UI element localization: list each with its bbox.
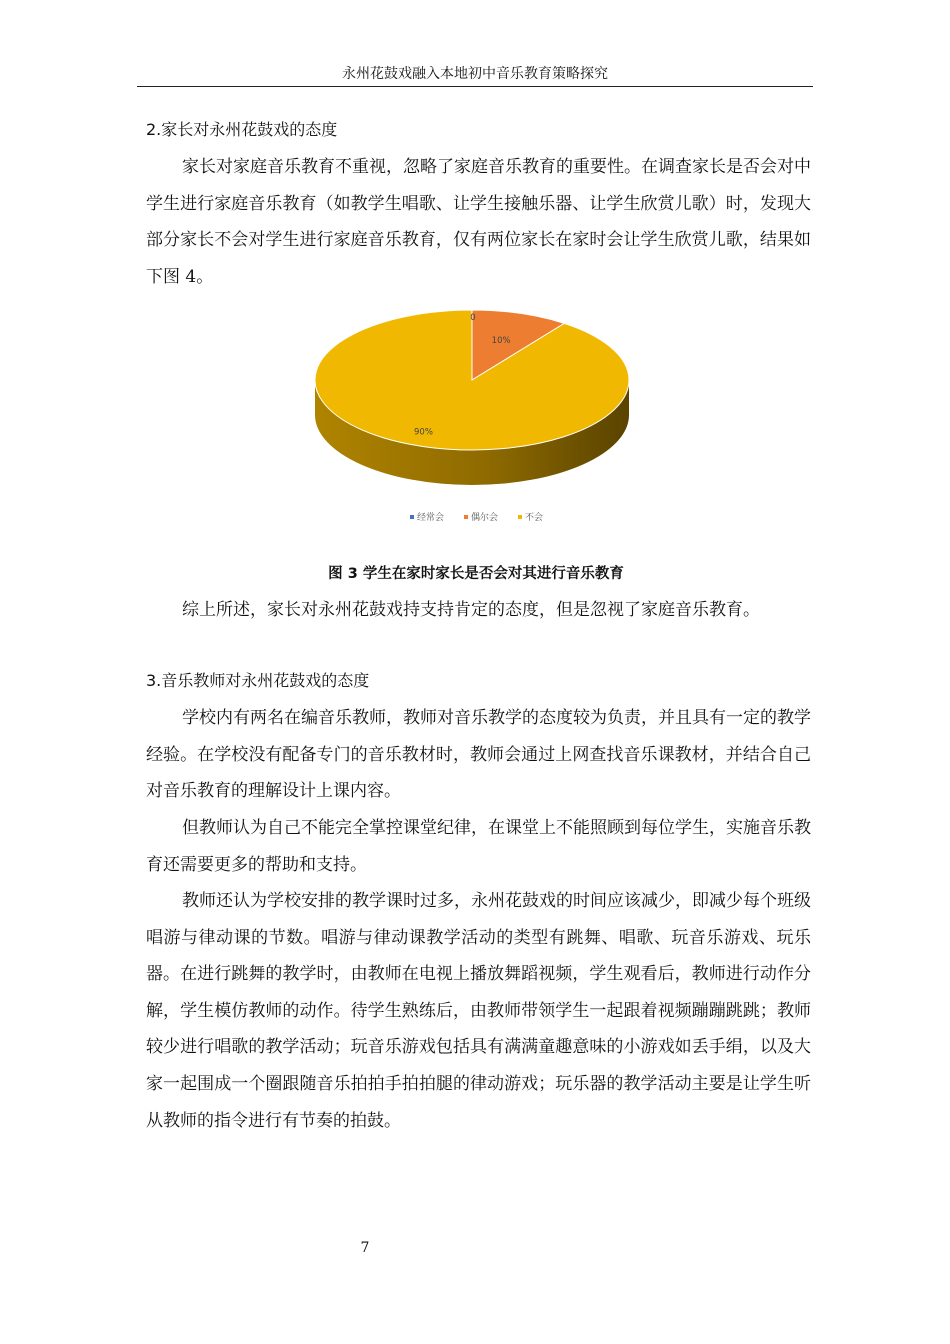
chart-legend (410, 511, 543, 523)
slice-data-label-2: 10% (491, 336, 511, 347)
legend-label-3: 不会 (525, 513, 544, 523)
summary-paragraph: 综上所述，家长对永州花鼓戏持支持肯定的态度，但是忽视了家庭音乐教育。 (182, 600, 760, 620)
legend-swatch-2 (464, 515, 468, 519)
legend-label-1: 经常会 (417, 513, 445, 523)
section-3-heading: 3.音乐教师对永州花鼓戏的态度 (146, 671, 370, 690)
pie-slice-3 (315, 310, 629, 450)
page-number: 7 (360, 1240, 370, 1256)
legend-swatch-1 (410, 515, 414, 519)
section-3-paragraph-1: 学校内有两名在编音乐教师，教师对音乐教学的态度较为负责，并且具有一定的教学经验。在学校没有配备专门的音乐教材时，教师会通过上网查找音乐课教材，并结合自己对音乐教育的理解设计上课内容。 (146, 708, 811, 802)
legend-label-2: 偶尔会 (471, 513, 499, 523)
section-3-paragraph-3: 教师还认为学校安排的教学课时过多，永州花鼓戏的时间应该减少，即减少每个班级唱游与律动课的节数。唱游与律动课教学活动的类型有跳舞、唱歌、玩音乐游戏、玩乐器。在进行跳舞的教学时，由教师在电视上播放舞蹈视频，学生观看后，教师进行动作分解，学生模仿教师的动作。待学生熟练后，由教师带领学生一起跟着视频蹦蹦跳跳；教师较少进行唱歌的教学活动；玩音乐游戏包括具有满满童趣意味的小游戏如丢手绢，以及大家一起围成一个圈跟随音乐拍拍手拍拍腿的律动游戏；玩乐器的教学活动主要是让学生听从教师的指令进行有节奏的拍鼓。 (146, 891, 811, 1131)
running-header: 永州花鼓戏融入本地初中音乐教育策略探究 (137, 62, 813, 87)
legend-swatch-3 (518, 515, 522, 519)
figure-caption: 图 3 学生在家时家长是否会对其进行音乐教育 (328, 566, 624, 582)
section-2-heading: 2.家长对永州花鼓戏的态度 (146, 120, 338, 139)
slice-data-label-1: 0 (470, 312, 476, 323)
section-3-paragraph-2: 但教师认为自己不能完全掌控课堂纪律，在课堂上不能照顾到每位学生，实施音乐教育还需要更多的帮助和支持。 (146, 818, 811, 875)
pie-chart (290, 298, 660, 538)
slice-data-label-3: 90% (414, 427, 433, 438)
section-2-paragraph: 家长对家庭音乐教育不重视，忽略了家庭音乐教育的重要性。在调查家长是否会对中学生进行家庭音乐教育（如教学生唱歌、让学生接触乐器、让学生欣赏儿歌）时，发现大部分家长不会对学生进行家庭音乐教育，仅有两位家长在家时会让学生欣赏儿歌，结果如下图 4。 (146, 157, 811, 287)
